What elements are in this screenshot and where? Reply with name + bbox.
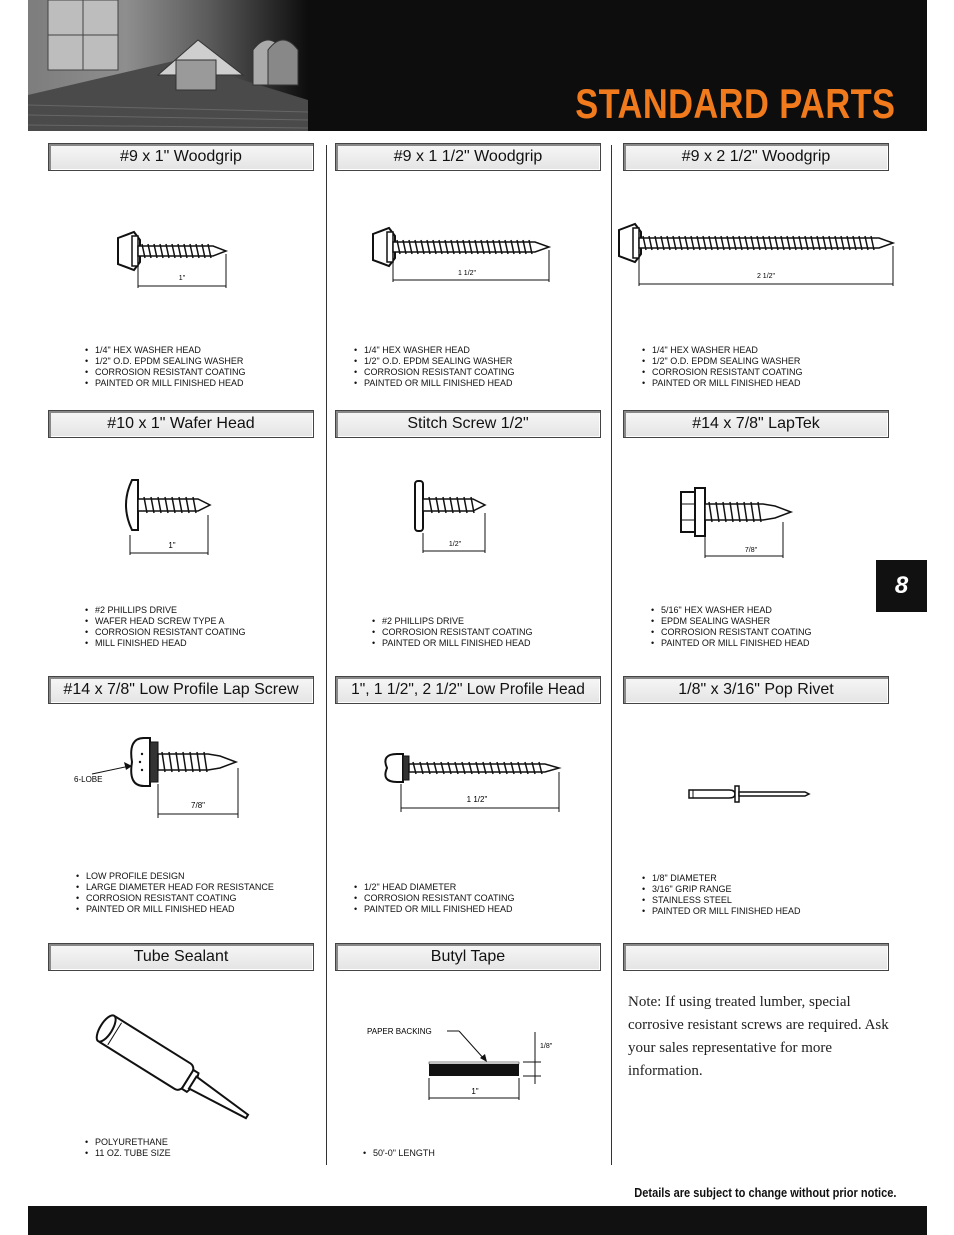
feature-item: • EPDM SEALING WASHER bbox=[651, 616, 812, 627]
feature-item: • CORROSION RESISTANT COATING bbox=[372, 627, 533, 638]
woodgrip-screw-diagram bbox=[48, 218, 314, 328]
feature-item: • 50'-0" LENGTH bbox=[363, 1148, 435, 1159]
feature-item: • 1/2" HEAD DIAMETER bbox=[354, 882, 515, 893]
house-roof-photo bbox=[28, 0, 308, 131]
feature-item: • 1/4" HEX WASHER HEAD bbox=[642, 345, 803, 356]
dimension-label: 1" bbox=[178, 275, 186, 282]
dimension-label: 1 1/2" bbox=[466, 795, 488, 804]
feature-item: • CORROSION RESISTANT COATING bbox=[76, 893, 274, 904]
feature-item: • CORROSION RESISTANT COATING bbox=[85, 627, 246, 638]
dimension-label: 1" bbox=[168, 541, 176, 550]
dimension-label: 7/8" bbox=[191, 801, 205, 810]
treated-lumber-note: Note: If using treated lumber, special corrosive resistant screws are required. Ask your sales representative for more information. bbox=[628, 994, 889, 1079]
feature-item: • STAINLESS STEEL bbox=[642, 895, 801, 906]
feature-item: • PAINTED OR MILL FINISHED HEAD bbox=[372, 638, 533, 649]
part-label: #14 x 7/8" Low Profile Lap Screw bbox=[48, 676, 314, 704]
woodgrip-screw-diagram bbox=[617, 218, 897, 338]
page-title: STANDARD PARTS bbox=[574, 80, 895, 127]
part-label: #14 x 7/8" LapTek bbox=[623, 410, 889, 438]
feature-item: • CORROSION RESISTANT COATING bbox=[354, 893, 515, 904]
part-label: 1", 1 1/2", 2 1/2" Low Profile Head bbox=[335, 676, 601, 704]
dimension-label: 2 1/2" bbox=[756, 273, 776, 280]
feature-item: • 1/4" HEX WASHER HEAD bbox=[354, 345, 515, 356]
feature-item: • 1/2" O.D. EPDM SEALING WASHER bbox=[642, 356, 803, 367]
header-banner bbox=[28, 0, 927, 131]
feature-item: • #2 PHILLIPS DRIVE bbox=[372, 616, 533, 627]
feature-item: • 1/4" HEX WASHER HEAD bbox=[85, 345, 246, 356]
low-profile-head-screw-diagram bbox=[335, 728, 601, 858]
dimension-label: 1/8" bbox=[540, 1043, 553, 1050]
feature-item: • PAINTED OR MILL FINISHED HEAD bbox=[642, 378, 803, 389]
section-tab: 8 bbox=[876, 560, 927, 612]
feature-item: • 1/2" O.D. EPDM SEALING WASHER bbox=[85, 356, 246, 367]
dimension-label: 7/8" bbox=[744, 547, 758, 554]
part-label: Tube Sealant bbox=[48, 943, 314, 971]
feature-item: • MILL FINISHED HEAD bbox=[85, 638, 246, 649]
feature-list bbox=[372, 616, 533, 649]
feature-item: • PAINTED OR MILL FINISHED HEAD bbox=[651, 638, 812, 649]
feature-item: • PAINTED OR MILL FINISHED HEAD bbox=[85, 378, 246, 389]
callout-label: 6-LOBE bbox=[74, 775, 103, 784]
part-label: #10 x 1" Wafer Head bbox=[48, 410, 314, 438]
dimension-label: 1/2" bbox=[448, 541, 462, 548]
part-label: #9 x 1" Woodgrip bbox=[48, 143, 314, 171]
tube-sealant-diagram bbox=[48, 1013, 314, 1133]
feature-item: • CORROSION RESISTANT COATING bbox=[354, 367, 515, 378]
wafer-head-screw-diagram bbox=[48, 475, 314, 585]
part-label: 1/8" x 3/16" Pop Rivet bbox=[623, 676, 889, 704]
feature-item: • #2 PHILLIPS DRIVE bbox=[85, 605, 246, 616]
feature-item: • PAINTED OR MILL FINISHED HEAD bbox=[354, 904, 515, 915]
pop-rivet-diagram bbox=[623, 736, 889, 846]
part-label: #9 x 1 1/2" Woodgrip bbox=[335, 143, 601, 171]
feature-item: • PAINTED OR MILL FINISHED HEAD bbox=[76, 904, 274, 915]
feature-item: • 11 OZ. TUBE SIZE bbox=[85, 1148, 171, 1159]
stitch-screw-diagram bbox=[335, 475, 601, 585]
feature-list bbox=[354, 882, 515, 915]
feature-item: • WAFER HEAD SCREW TYPE A bbox=[85, 616, 246, 627]
feature-list bbox=[642, 873, 801, 917]
feature-item: • 5/16" HEX WASHER HEAD bbox=[651, 605, 812, 616]
feature-item: • 1/2" O.D. EPDM SEALING WASHER bbox=[354, 356, 515, 367]
feature-item: • LOW PROFILE DESIGN bbox=[76, 871, 274, 882]
column-divider bbox=[611, 145, 612, 1165]
feature-item: • CORROSION RESISTANT COATING bbox=[651, 627, 812, 638]
footer-bar bbox=[28, 1206, 927, 1235]
feature-list bbox=[85, 1137, 171, 1159]
feature-list bbox=[651, 605, 812, 649]
feature-item: • LARGE DIAMETER HEAD FOR RESISTANCE bbox=[76, 882, 274, 893]
part-label bbox=[623, 943, 889, 971]
dimension-label: 1 1/2" bbox=[457, 270, 477, 277]
feature-item: • CORROSION RESISTANT COATING bbox=[642, 367, 803, 378]
feature-item: • CORROSION RESISTANT COATING bbox=[85, 367, 246, 378]
feature-item: • 1/8" DIAMETER bbox=[642, 873, 801, 884]
part-label: Butyl Tape bbox=[335, 943, 601, 971]
feature-item: • PAINTED OR MILL FINISHED HEAD bbox=[354, 378, 515, 389]
feature-list bbox=[363, 1148, 435, 1159]
feature-list bbox=[85, 345, 246, 389]
laptek-screw-diagram bbox=[623, 478, 889, 588]
disclaimer: Details are subject to change without prior notice. bbox=[633, 1185, 896, 1200]
part-label: Stitch Screw 1/2" bbox=[335, 410, 601, 438]
low-profile-lap-screw-diagram bbox=[48, 728, 314, 858]
feature-list bbox=[642, 345, 803, 389]
feature-item: • POLYURETHANE bbox=[85, 1137, 171, 1148]
column-divider bbox=[326, 145, 327, 1165]
woodgrip-screw-diagram bbox=[335, 218, 601, 328]
part-label: #9 x 2 1/2" Woodgrip bbox=[623, 143, 889, 171]
feature-item: • PAINTED OR MILL FINISHED HEAD bbox=[642, 906, 801, 917]
feature-list bbox=[76, 871, 274, 915]
feature-list bbox=[354, 345, 515, 389]
callout-label: PAPER BACKING bbox=[367, 1027, 432, 1036]
butyl-tape-diagram bbox=[335, 1018, 601, 1138]
dimension-label: 1" bbox=[471, 1087, 479, 1096]
feature-list bbox=[85, 605, 246, 649]
feature-item: • 3/16" GRIP RANGE bbox=[642, 884, 801, 895]
